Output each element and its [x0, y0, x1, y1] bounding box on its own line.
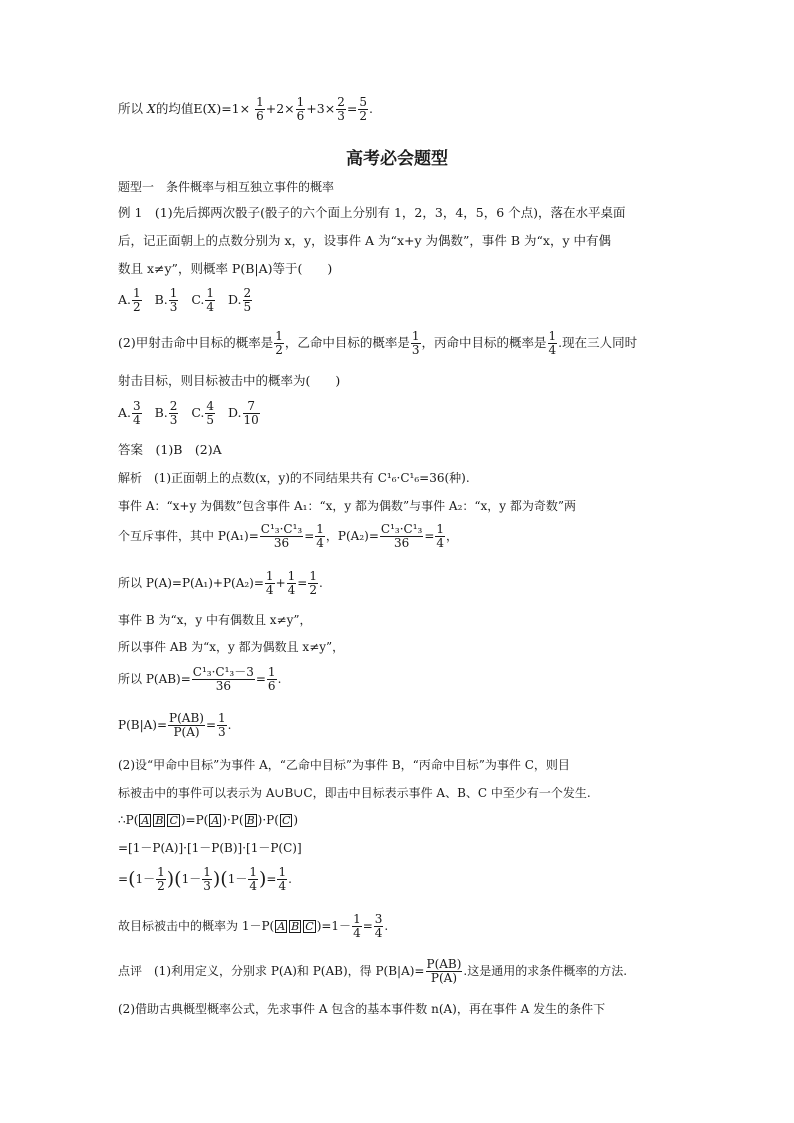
option-a-label: A.	[118, 405, 132, 420]
solution-line-4	[118, 570, 323, 597]
option-d-fraction: $\frac{2}{5}$	[243, 286, 252, 314]
options-2	[118, 400, 261, 427]
text: =	[266, 872, 277, 886]
solution-line-1: 解析 (1)正面朝上的点数(x，y)的不同结果共有 C¹₆·C¹₆=36(种).	[118, 471, 470, 485]
text: (2)甲射击命中目标的概率是	[118, 335, 274, 350]
option-c-label: C.	[191, 292, 205, 307]
comment-line-1	[118, 958, 627, 985]
solution-line-9: (2)设“甲命中目标”为事件 A，“乙命中目标”为事件 B，“丙命中目标”为事件 C，则目	[118, 758, 570, 772]
option-c-fraction: $\frac{4}{5}$	[206, 399, 215, 427]
fraction: $\frac{1}{2}$	[275, 329, 283, 357]
text: ，P(A₂)=	[325, 529, 379, 543]
solution-line-6: 所以事件 AB 为“x，y 都为偶数且 x≠y”，	[118, 640, 345, 654]
option-c-label: C.	[191, 405, 205, 420]
fraction: $\frac{1}{4}$	[287, 569, 296, 597]
text: E(X)=1×	[193, 101, 251, 116]
complement-c: C	[169, 814, 178, 827]
comment-line-2: (2)借助古典概型概率公式，先求事件 A 包含的基本事件数 n(A)，再在事件 A 发生的条件下	[118, 1002, 606, 1016]
text: =	[118, 872, 129, 886]
option-b-label: B.	[154, 405, 168, 420]
fraction: $\frac{1}{4}$	[548, 329, 557, 357]
fraction: $\frac{1}{3}$	[218, 711, 226, 739]
example-line-1: 例 1 (1)先后掷两次骰子(骰子的六个面上分别有 1，2，3，4，5，6 个点)，落在水平桌面	[118, 205, 626, 220]
solution-line-13: =(1－ $\frac{1}{2}$ )(1－ $\frac{1}{3}$ )(1－ $\frac{1}{4}$ )= $\frac{1}{4}$ .	[118, 865, 292, 893]
text: )·P(	[257, 813, 279, 827]
fraction: $\frac{3}{4}$	[374, 912, 383, 940]
text: 故目标被击中的概率为 1－P(	[118, 919, 275, 933]
text: 点评 (1)利用定义，分别求 P(A)和 P(AB)，得 P(B|A)=	[118, 964, 425, 978]
fraction: $\frac{P(AB)}{P(A)}$	[426, 957, 462, 985]
fraction: $\frac{1}{3}$	[411, 329, 420, 357]
fraction: $\frac{1}{4}$	[249, 865, 257, 893]
text: .	[227, 718, 232, 732]
text: .	[318, 576, 323, 590]
solution-line-11	[118, 814, 298, 827]
complement-c: C	[281, 814, 291, 827]
fraction: $\frac{\text{C¹₃·C¹₃}}{36}$	[260, 522, 303, 550]
mean-value-line	[118, 96, 373, 123]
text: )	[293, 813, 299, 827]
complement-b: B	[291, 920, 300, 933]
question-2-line-2: 射击目标，则目标被击中的概率为( )	[118, 373, 341, 388]
fraction: $\frac{1}{4}$	[278, 865, 287, 893]
text: =	[346, 101, 358, 116]
option-b-label: B.	[154, 292, 168, 307]
solution-line-7	[118, 666, 281, 693]
solution-line-3	[118, 523, 458, 550]
fraction: $\frac{1}{6}$	[296, 95, 305, 123]
text: =	[297, 576, 308, 590]
option-a-fraction: $\frac{3}{4}$	[133, 399, 141, 427]
text: 个互斥事件，其中 P(A₁)=	[118, 529, 259, 543]
text: 1－	[135, 872, 156, 886]
text: P(B|A)=	[118, 718, 168, 732]
option-d-label: D.	[227, 405, 242, 420]
option-c-fraction: $\frac{1}{4}$	[206, 286, 215, 314]
option-a-fraction: $\frac{1}{2}$	[133, 286, 141, 314]
complement-a: A	[211, 814, 220, 827]
text: )=1－	[316, 919, 352, 933]
text: .	[277, 672, 282, 686]
text: 所以 P(A)=P(A₁)+P(A₂)=	[118, 576, 264, 590]
text: +	[275, 576, 286, 590]
text: =	[205, 718, 217, 732]
text: =	[304, 529, 315, 543]
text: =	[255, 672, 266, 686]
text: )·P(	[222, 813, 244, 827]
fraction: $\frac{1}{4}$	[316, 522, 324, 550]
text: )=P(	[180, 813, 209, 827]
fraction: $\frac{\text{C¹₃·C¹₃－3}}{36}$	[192, 665, 254, 693]
fraction: $\frac{1}{6}$	[267, 665, 276, 693]
section-title: 高考必会题型	[346, 149, 448, 169]
example-line-3: 数且 x≠y”，则概率 P(B|A)等于( )	[118, 261, 333, 276]
text: =	[424, 529, 435, 543]
solution-line-5: 事件 B 为“x，y 中有偶数且 x≠y”，	[118, 613, 312, 627]
fraction: $\frac{\text{C¹₃·C¹₃}}{36}$	[380, 522, 423, 550]
fraction: $\frac{5}{2}$	[359, 95, 367, 123]
text: .	[384, 919, 389, 933]
variable: X	[147, 101, 156, 116]
text: 所以	[118, 101, 144, 116]
text: .	[288, 872, 292, 886]
option-d-label: D.	[227, 292, 242, 307]
text: 1－	[227, 872, 248, 886]
fraction: $\frac{1}{4}$	[265, 569, 274, 597]
solution-line-2: 事件 A：“x+y 为偶数”包含事件 A₁：“x，y 都为偶数”与事件 A₂：“x，y 都为奇数”两	[118, 499, 577, 513]
complement-b: B	[246, 814, 255, 827]
complement-a: A	[141, 814, 150, 827]
fraction: $\frac{1}{4}$	[353, 912, 361, 940]
text: ，丙命中目标的概率是	[421, 335, 547, 350]
text: +3×	[306, 101, 336, 116]
fraction: $\frac{2}{3}$	[337, 95, 345, 123]
text: 的均值	[155, 101, 194, 116]
fraction: $\frac{1}{2}$	[157, 865, 165, 893]
text: +2×	[265, 101, 295, 116]
option-a-label: A.	[118, 292, 132, 307]
text: ，乙命中目标的概率是	[284, 335, 410, 350]
option-b-fraction: $\frac{1}{3}$	[169, 286, 178, 314]
options-1	[118, 287, 253, 314]
answer-line: 答案 (1)B (2)A	[118, 442, 222, 457]
text: .现在三人同时	[558, 335, 638, 350]
text: =	[362, 919, 373, 933]
text: .这是通用的求条件概率的方法.	[463, 964, 628, 978]
fraction: $\frac{1}{3}$	[203, 865, 211, 893]
fraction: $\frac{1}{2}$	[309, 569, 317, 597]
text: ，	[446, 529, 459, 543]
text: 1－	[181, 872, 202, 886]
question-2-line-1	[118, 330, 637, 357]
solution-line-14	[118, 913, 388, 940]
text: .	[368, 101, 373, 116]
text: ∴P(	[118, 813, 139, 827]
question-type-heading: 题型一 条件概率与相互独立事件的概率	[118, 180, 335, 194]
fraction: $\frac{1}{6}$	[256, 95, 264, 123]
solution-line-8	[118, 712, 231, 739]
solution-line-10: 标被击中的事件可以表示为 A∪B∪C，即击中目标表示事件 A、B、C 中至少有一个发生.	[118, 786, 591, 800]
example-line-2: 后，记正面朝上的点数分别为 x，y，设事件 A 为“x+y 为偶数”，事件 B 为“x，y 中有偶	[118, 233, 612, 248]
complement-b: B	[155, 814, 164, 827]
complement-a: A	[277, 920, 286, 933]
text: 所以 P(AB)=	[118, 672, 191, 686]
option-d-fraction: $\frac{7}{10}$	[243, 399, 259, 427]
fraction: $\frac{P(AB)}{P(A)}$	[169, 711, 204, 739]
complement-c: C	[305, 920, 314, 933]
solution-line-12: =[1－P(A)]·[1－P(B)]·[1－P(C)]	[118, 841, 302, 855]
fraction: $\frac{1}{4}$	[436, 522, 445, 550]
option-b-fraction: $\frac{2}{3}$	[169, 399, 178, 427]
